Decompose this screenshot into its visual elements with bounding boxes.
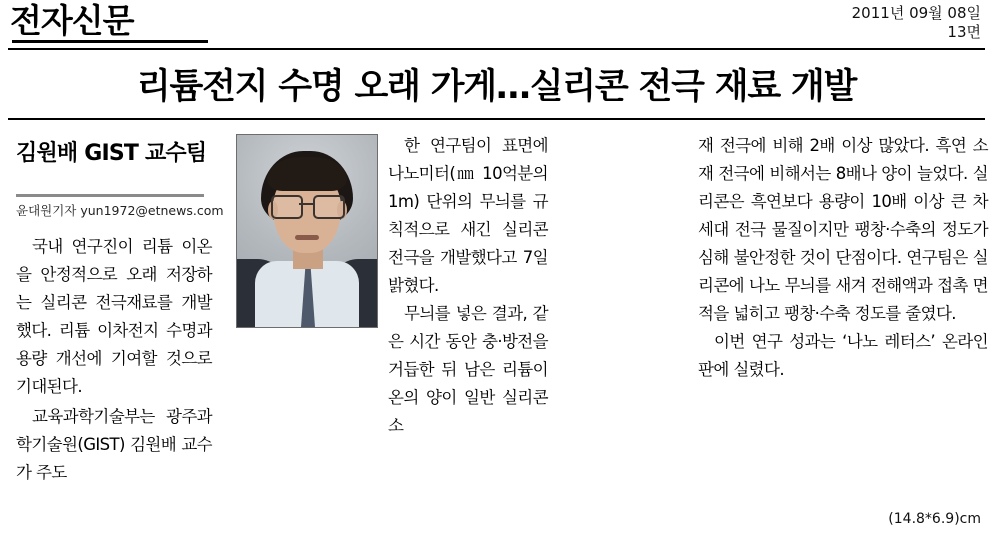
article-column-2 bbox=[388, 132, 548, 440]
paragraph: 한 연구팀이 표면에 나노미터(㎚ 10억분의 1m) 단위의 무늬를 규칙적으로 새긴 실리콘 전극을 개발했다고 7일 밝혔다. bbox=[388, 136, 548, 295]
dateline bbox=[852, 4, 981, 42]
article-body bbox=[8, 132, 988, 502]
glasses-icon bbox=[269, 195, 345, 217]
headline: 리튬전지 수명 오래 가게…실리콘 전극 재료 개발 bbox=[136, 67, 857, 107]
byline-rule bbox=[16, 194, 204, 197]
paragraph: 교육과학기술부는 광주과학기술원(GIST) 김원배 교수가 주도 bbox=[16, 407, 212, 482]
paragraph: 국내 연구진이 리튬 이온을 안정적으로 오래 저장하는 실리콘 전극재료를 개발했다. 리튬 이차전지 수명과 용량 개선에 기여할 것으로 기대된다. bbox=[16, 237, 212, 396]
article-subhead: 김원배 GIST 교수팀 bbox=[16, 141, 207, 166]
masthead-underline bbox=[12, 40, 208, 43]
photo-lens-left bbox=[271, 195, 303, 219]
masthead-title: 전자신문 bbox=[10, 1, 134, 40]
byline: 윤대원기자 yun1972@etnews.com bbox=[16, 203, 224, 218]
paragraph: 재 전극에 비해 2배 이상 많았다. 흑연 소재 전극에 비해서는 8배나 양이 늘었다. 실리콘은 흑연보다 용량이 10배 이상 큰 차세대 전극 물질이지만 팽창·수축의 정도가 심해 불안정한 것이 단점이다. 연구팀은 실리콘에 나노 무늬를 새겨 전해액과 접촉 면적을 넓히고 팽창·수축 정도를 줄였다. bbox=[698, 136, 988, 323]
headline-rule-top bbox=[8, 48, 985, 50]
dateline-page: 13면 bbox=[947, 23, 981, 41]
headline-rule-bottom bbox=[8, 118, 985, 120]
photo-fringe bbox=[267, 157, 347, 191]
photo-glasses-bridge bbox=[299, 203, 313, 205]
article-column-1 bbox=[16, 132, 224, 487]
dateline-date: 2011년 09월 08일 bbox=[851, 4, 981, 22]
clipping-size-label: (14.8*6.9)cm bbox=[888, 511, 981, 527]
portrait-photo bbox=[236, 134, 378, 328]
paragraph: 이번 연구 성과는 ‘나노 레터스’ 온라인판에 실렸다. bbox=[698, 332, 988, 379]
article-column-3 bbox=[698, 132, 988, 384]
photo-lens-right bbox=[313, 195, 345, 219]
masthead bbox=[10, 2, 410, 42]
photo-mouth bbox=[295, 235, 319, 240]
paragraph: 무늬를 넣은 결과, 같은 시간 동안 충·방전을 거듭한 뒤 남은 리튬이온의 양이 일반 실리콘 소 bbox=[388, 304, 548, 435]
